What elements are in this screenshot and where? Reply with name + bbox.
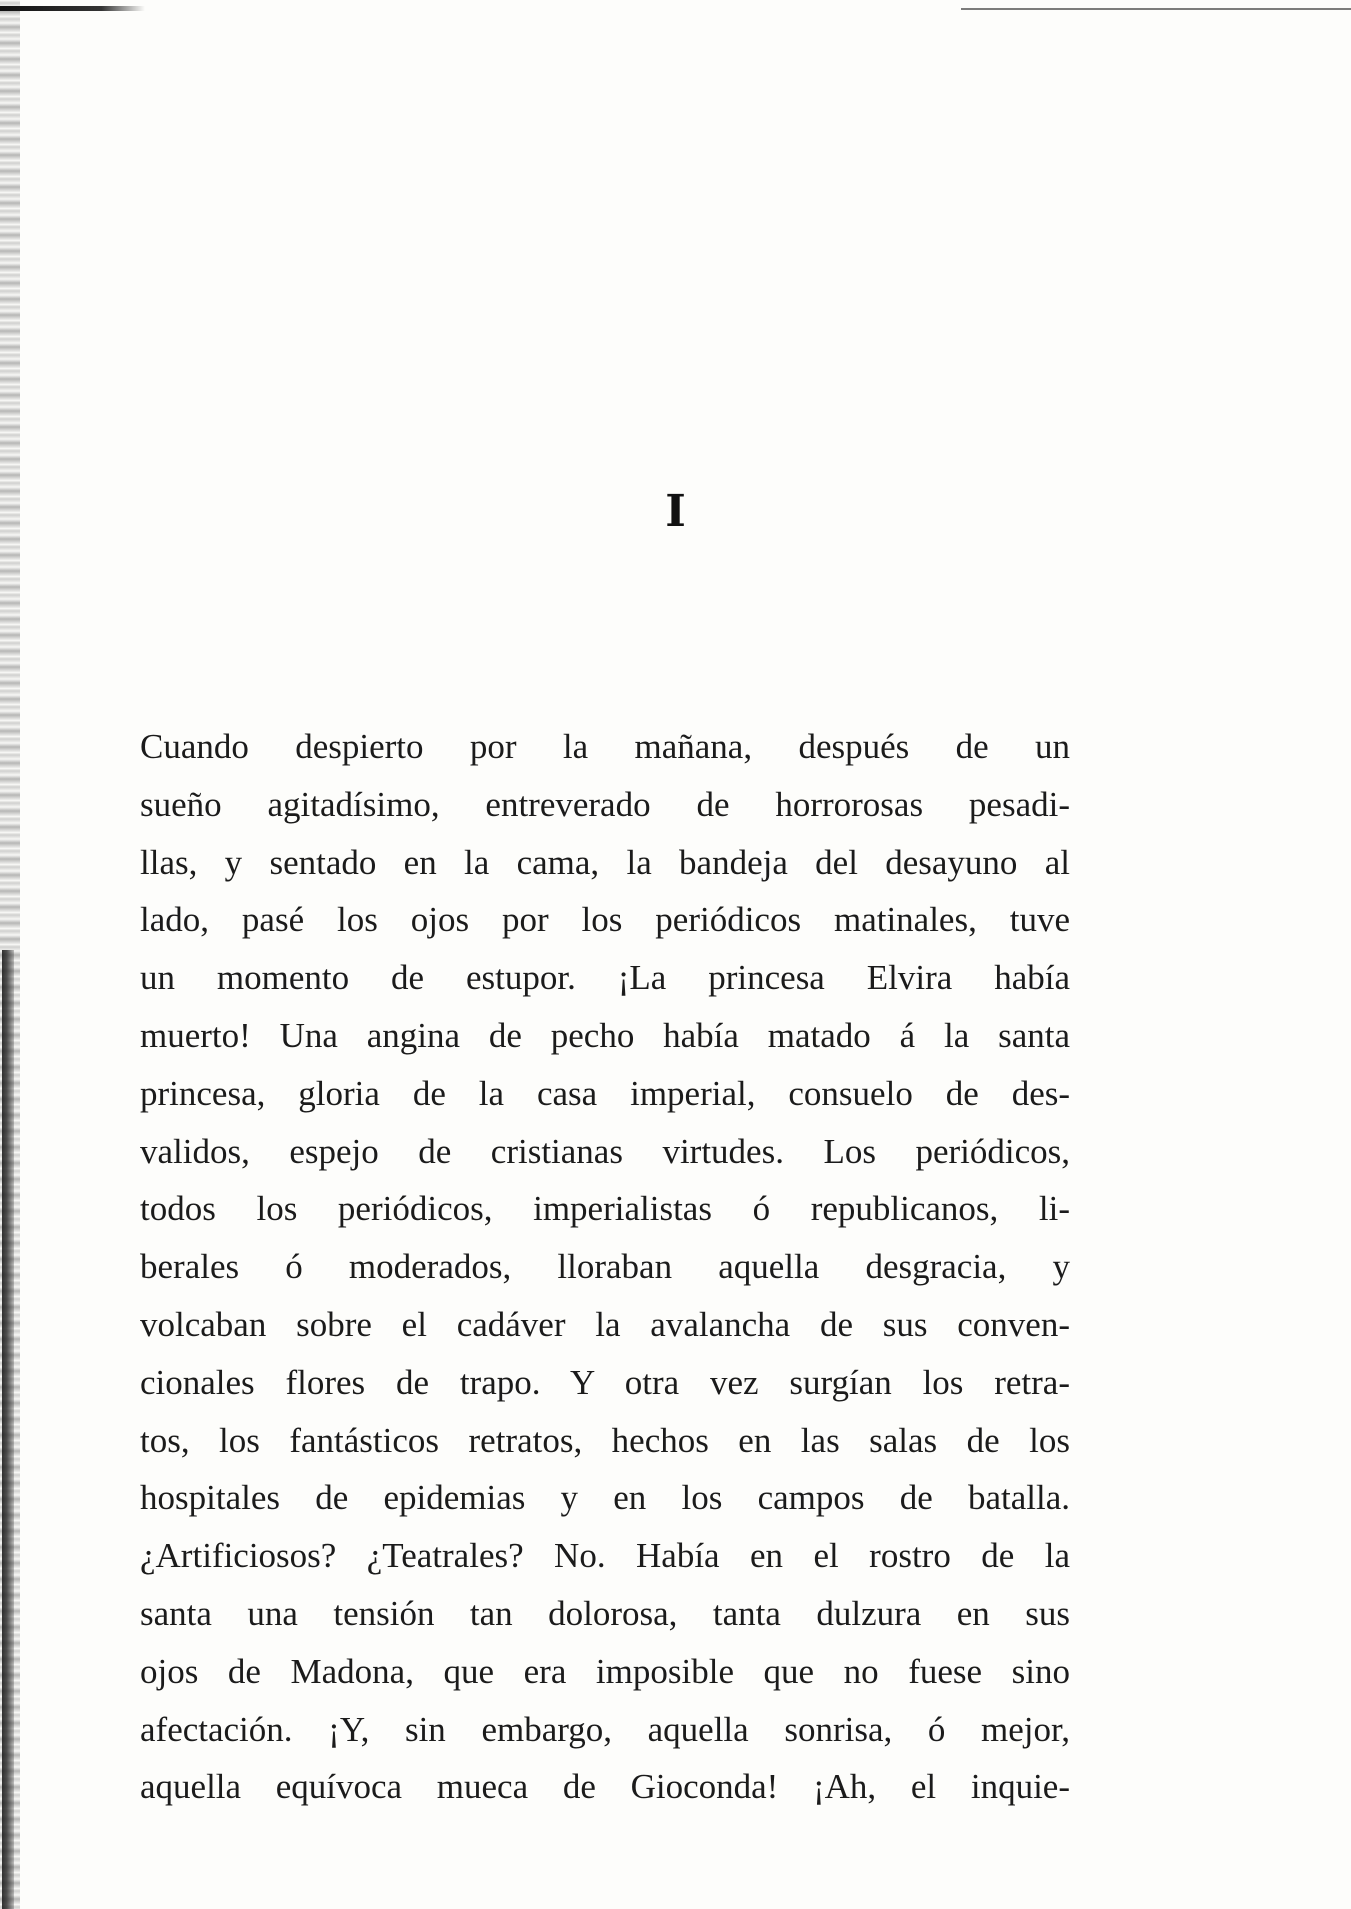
- text-line: muerto! Una angina de pecho había matado á la santa: [140, 1015, 1070, 1055]
- top-left-scan-mark: [0, 6, 145, 11]
- text-line: cionales flores de trapo. Y otra vez surgían los retra-: [140, 1362, 1070, 1402]
- text-line: Cuando despierto por la mañana, después de un: [140, 727, 1070, 766]
- text-line: sueño agitadísimo, entreverado de horrorosas pesadi-: [140, 784, 1070, 824]
- text-line: validos, espejo de cristianas virtudes. Los periódicos,: [140, 1131, 1070, 1171]
- text-line: todos los periódicos, imperialistas ó republicanos, li-: [140, 1189, 1070, 1229]
- text-line: tos, los fantásticos retratos, hechos en las salas de los: [140, 1420, 1070, 1460]
- body-paragraph: [140, 718, 1070, 1816]
- text-line: afectación. ¡Y, sin embargo, aquella sonrisa, ó mejor,: [140, 1709, 1070, 1749]
- text-line: santa una tensión tan dolorosa, tanta dulzura en sus: [140, 1593, 1070, 1633]
- top-right-scan-rule: [961, 8, 1351, 10]
- chapter-heading: I: [665, 486, 686, 537]
- text-line: hospitales de epidemias y en los campos de batalla.: [140, 1478, 1070, 1518]
- text-line: lado, pasé los ojos por los periódicos matinales, tuve: [140, 900, 1070, 940]
- text-line: ojos de Madona, que era imposible que no fuese sino: [140, 1651, 1070, 1691]
- text-line: llas, y sentado en la cama, la bandeja del desayuno al: [140, 842, 1070, 882]
- text-line: aquella equívoca mueca de Gioconda! ¡Ah, el inquie-: [140, 1767, 1070, 1807]
- binding-edge-dark-strip: [2, 950, 14, 1909]
- text-line: princesa, gloria de la casa imperial, consuelo de des-: [140, 1073, 1070, 1113]
- text-line: ¿Artificiosos? ¿Teatrales? No. Había en el rostro de la: [140, 1536, 1070, 1576]
- text-line: berales ó moderados, lloraban aquella desgracia, y: [140, 1247, 1070, 1287]
- text-line: volcaban sobre el cadáver la avalancha de sus conven-: [140, 1304, 1070, 1344]
- text-line: un momento de estupor. ¡La princesa Elvira había: [140, 958, 1070, 998]
